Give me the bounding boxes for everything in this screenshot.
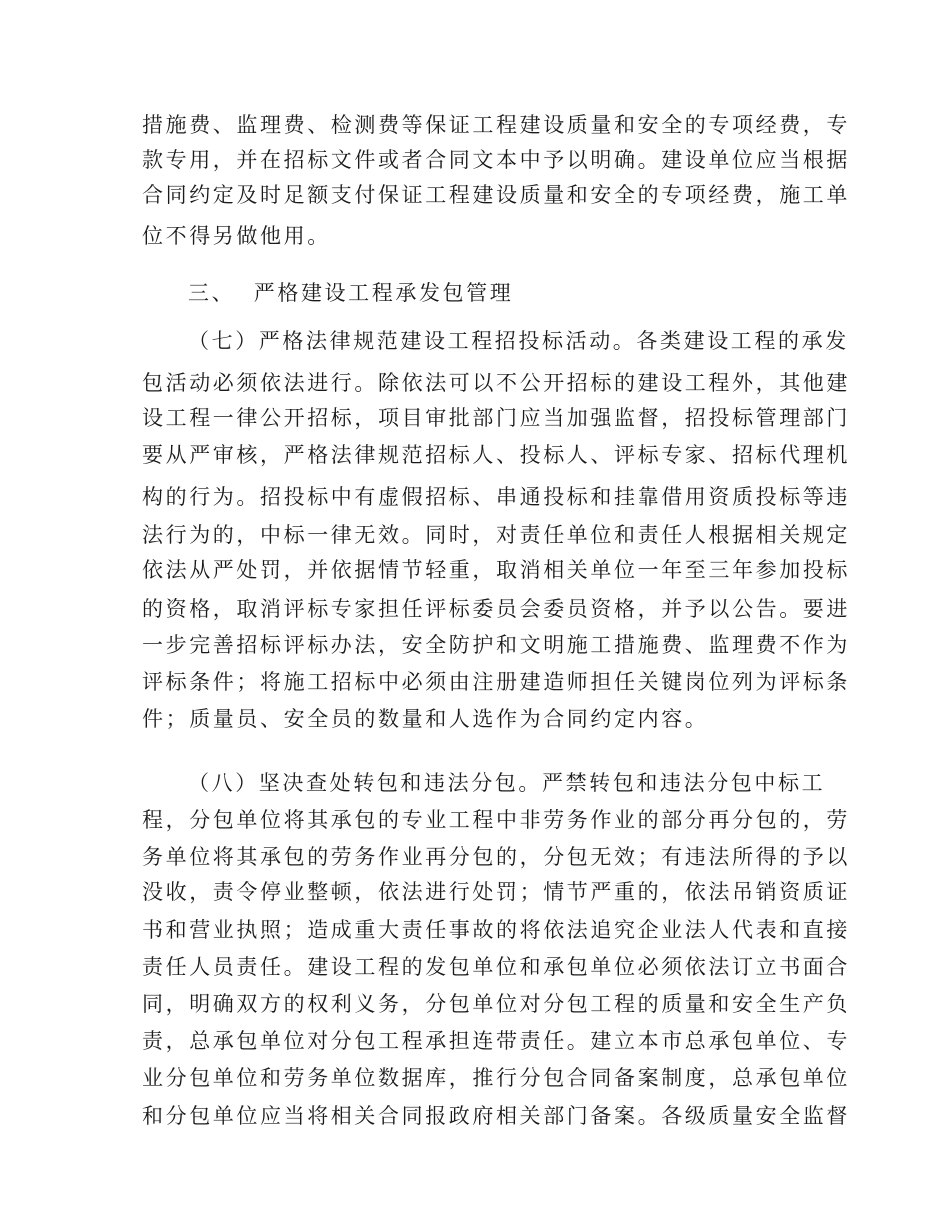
paragraph-2-line-8: 的资格，取消评标专家担任评标委员会委员资格，并予以公告。要进 xyxy=(142,597,850,621)
paragraph-2-line-9: 一步完善招标评标办法，安全防护和文明施工措施费、监理费不作为 xyxy=(142,633,850,657)
section-heading: 三、 严格建设工程承发包管理 xyxy=(188,281,514,305)
paragraph-2-line-3: 设工程一律公开招标，项目审批部门应当加强监督，招投标管理部门 xyxy=(142,406,850,430)
paragraph-3-line-2: 程，分包单位将其承包的专业工程中非劳务作业的部分再分包的，劳 xyxy=(142,808,850,832)
paragraph-2-line-11: 件；质量员、安全员的数量和人选作为合同约定内容。 xyxy=(142,707,709,731)
paragraph-1-line-3: 合同约定及时足额支付保证工程建设质量和安全的专项经费，施工单 xyxy=(142,183,850,207)
paragraph-1-line-1: 措施费、监理费、检测费等保证工程建设质量和安全的专项经费，专 xyxy=(142,113,850,137)
paragraph-3-line-5: 书和营业执照；造成重大责任事故的将依法追究企业法人代表和直接 xyxy=(142,918,850,942)
paragraph-2-line-6: 法行为的，中标一律无效。同时，对责任单位和责任人根据相关规定 xyxy=(142,523,850,547)
paragraph-3-line-7: 同，明确双方的权利义务，分包单位对分包工程的质量和安全生产负 xyxy=(142,992,850,1016)
paragraph-2-line-10: 评标条件；将施工招标中必须由注册建造师担任关键岗位列为评标条 xyxy=(142,670,850,694)
paragraph-3-line-8: 责，总承包单位对分包工程承担连带责任。建立本市总承包单位、专 xyxy=(142,1029,850,1053)
paragraph-2-line-1: （七）严格法律规范建设工程招投标活动。各类建设工程的承发 xyxy=(188,329,849,353)
paragraph-1-line-2: 款专用，并在招标文件或者合同文本中予以明确。建设单位应当根据 xyxy=(142,148,850,172)
paragraph-3-line-10: 和分包单位应当将相关合同报政府相关部门备案。各级质量安全监督 xyxy=(142,1104,850,1128)
paragraph-2-line-4: 要从严审核，严格法律规范招标人、投标人、评标专家、招标代理机 xyxy=(142,443,850,467)
paragraph-3-line-1: （八）坚决查处转包和违法分包。严禁转包和违法分包中标工 xyxy=(188,771,826,795)
paragraph-3-line-3: 务单位将其承包的劳务作业再分包的，分包无效；有违法所得的予以 xyxy=(142,845,850,869)
paragraph-2-line-7: 依法从严处罚，并依据情节轻重，取消相关单位一年至三年参加投标 xyxy=(142,558,850,582)
paragraph-3-line-9: 业分包单位和劳务单位数据库，推行分包合同备案制度，总承包单位 xyxy=(142,1066,850,1090)
paragraph-3-line-4: 没收，责令停业整顿，依法进行处罚；情节严重的，依法吊销资质证 xyxy=(142,880,850,904)
paragraph-2-line-5: 构的行为。招投标中有虚假招标、串通投标和挂靠借用资质投标等违 xyxy=(142,485,850,509)
paragraph-2-line-2: 包活动必须依法进行。除依法可以不公开招标的建设工程外，其他建 xyxy=(142,371,850,395)
paragraph-3-line-6: 责任人员责任。建设工程的发包单位和承包单位必须依法订立书面合 xyxy=(142,955,850,979)
paragraph-1-line-4: 位不得另做他用。 xyxy=(142,224,331,248)
